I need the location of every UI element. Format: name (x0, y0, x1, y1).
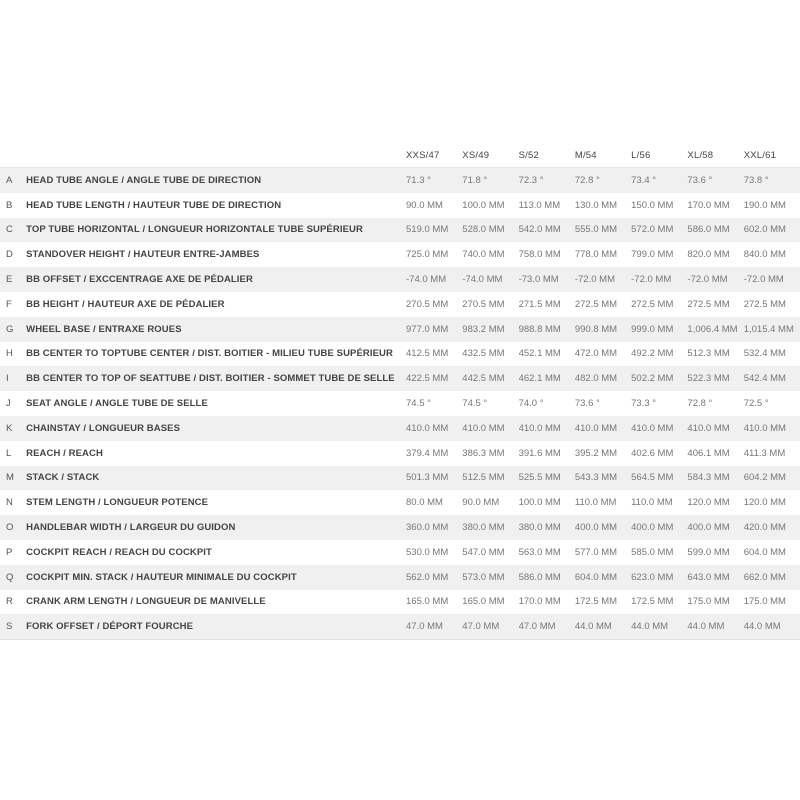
measurement-value: 386.3 MM (462, 441, 518, 466)
measurement-value: 172.5 MM (575, 590, 631, 615)
measurement-value: -72.0 MM (631, 267, 687, 292)
measurement-name: BB CENTER TO TOP OF SEATTUBE / DIST. BOITIER - SOMMET TUBE DE SELLE (26, 366, 406, 391)
measurement-value: 190.0 MM (744, 193, 800, 218)
measurement-value: 573.0 MM (462, 565, 518, 590)
row-letter: M (0, 466, 26, 491)
measurement-name: FORK OFFSET / DÉPORT FOURCHE (26, 614, 406, 639)
measurement-name: COCKPIT REACH / REACH DU COCKPIT (26, 540, 406, 565)
size-header-l56: L/56 (631, 143, 687, 168)
table-row (0, 342, 800, 367)
measurement-value: 47.0 MM (406, 614, 462, 639)
measurement-value: 988.8 MM (519, 317, 575, 342)
measurement-value: 643.0 MM (687, 565, 743, 590)
measurement-value: 725.0 MM (406, 242, 462, 267)
size-header-xl58: XL/58 (687, 143, 743, 168)
measurement-value: 525.5 MM (519, 466, 575, 491)
measurement-value: 432.5 MM (462, 342, 518, 367)
table-row (0, 391, 800, 416)
measurement-value: 47.0 MM (462, 614, 518, 639)
measurement-value: 271.5 MM (519, 292, 575, 317)
measurement-value: 547.0 MM (462, 540, 518, 565)
table-row (0, 218, 800, 243)
measurement-value: 270.5 MM (462, 292, 518, 317)
measurement-value: 577.0 MM (575, 540, 631, 565)
row-letter: O (0, 515, 26, 540)
row-letter: E (0, 267, 26, 292)
measurement-name: BB HEIGHT / HAUTEUR AXE DE PÉDALIER (26, 292, 406, 317)
measurement-value: 999.0 MM (631, 317, 687, 342)
measurement-value: 175.0 MM (744, 590, 800, 615)
measurement-value: 501.3 MM (406, 466, 462, 491)
row-letter: B (0, 193, 26, 218)
measurement-value: 165.0 MM (462, 590, 518, 615)
measurement-name: SEAT ANGLE / ANGLE TUBE DE SELLE (26, 391, 406, 416)
measurement-value: 74.5 ° (462, 391, 518, 416)
measurement-value: 380.0 MM (519, 515, 575, 540)
measurement-value: 100.0 MM (462, 193, 518, 218)
measurement-name: HEAD TUBE LENGTH / HAUTEUR TUBE DE DIRECTION (26, 193, 406, 218)
measurement-value: 604.0 MM (744, 540, 800, 565)
measurement-name: STANDOVER HEIGHT / HAUTEUR ENTRE-JAMBES (26, 242, 406, 267)
measurement-value: 130.0 MM (575, 193, 631, 218)
row-letter: S (0, 614, 26, 639)
measurement-value: 72.8 ° (575, 168, 631, 193)
measurement-value: 170.0 MM (519, 590, 575, 615)
size-header-xxs47: XXS/47 (406, 143, 462, 168)
measurement-value: 410.0 MM (631, 416, 687, 441)
row-letter: L (0, 441, 26, 466)
measurement-value: 360.0 MM (406, 515, 462, 540)
measurement-value: 528.0 MM (462, 218, 518, 243)
measurement-value: 512.3 MM (687, 342, 743, 367)
measurement-value: 522.3 MM (687, 366, 743, 391)
measurement-value: 72.8 ° (687, 391, 743, 416)
measurement-value: 542.0 MM (519, 218, 575, 243)
measurement-value: 400.0 MM (631, 515, 687, 540)
measurement-value: -72.0 MM (575, 267, 631, 292)
measurement-value: 411.3 MM (744, 441, 800, 466)
row-letter: R (0, 590, 26, 615)
measurement-value: 73.6 ° (687, 168, 743, 193)
measurement-value: 100.0 MM (519, 490, 575, 515)
measurement-value: 73.8 ° (744, 168, 800, 193)
measurement-value: 80.0 MM (406, 490, 462, 515)
measurement-value: 983.2 MM (462, 317, 518, 342)
table-row (0, 490, 800, 515)
measurement-value: 170.0 MM (687, 193, 743, 218)
table-row (0, 267, 800, 292)
measurement-value: 604.2 MM (744, 466, 800, 491)
measurement-value: 542.4 MM (744, 366, 800, 391)
measurement-value: 820.0 MM (687, 242, 743, 267)
measurement-value: 272.5 MM (687, 292, 743, 317)
measurement-value: -73.0 MM (519, 267, 575, 292)
measurement-value: 410.0 MM (575, 416, 631, 441)
size-header-xxl61: XXL/61 (744, 143, 800, 168)
measurement-value: 562.0 MM (406, 565, 462, 590)
measurement-value: 840.0 MM (744, 242, 800, 267)
measurement-value: -74.0 MM (462, 267, 518, 292)
measurement-value: 1,006.4 MM (687, 317, 743, 342)
measurement-value: 47.0 MM (519, 614, 575, 639)
measurement-value: 462.1 MM (519, 366, 575, 391)
measurement-value: 150.0 MM (631, 193, 687, 218)
measurement-value: 563.0 MM (519, 540, 575, 565)
measurement-value: 586.0 MM (687, 218, 743, 243)
measurement-value: 44.0 MM (575, 614, 631, 639)
measurement-value: 113.0 MM (519, 193, 575, 218)
measurement-value: 410.0 MM (462, 416, 518, 441)
table-row (0, 540, 800, 565)
table-row (0, 317, 800, 342)
row-letter: C (0, 218, 26, 243)
measurement-value: 406.1 MM (687, 441, 743, 466)
table-body (0, 168, 800, 640)
row-letter: N (0, 490, 26, 515)
table-header (0, 143, 800, 168)
measurement-value: 120.0 MM (687, 490, 743, 515)
measurement-value: -74.0 MM (406, 267, 462, 292)
measurement-value: 1,015.4 MM (744, 317, 800, 342)
measurement-value: 73.3 ° (631, 391, 687, 416)
measurement-value: 586.0 MM (519, 565, 575, 590)
measurement-value: 572.0 MM (631, 218, 687, 243)
measurement-value: 530.0 MM (406, 540, 462, 565)
measurement-name: BB OFFSET / EXCCENTRAGE AXE DE PÉDALIER (26, 267, 406, 292)
measurement-value: 72.3 ° (519, 168, 575, 193)
measurement-name: STEM LENGTH / LONGUEUR POTENCE (26, 490, 406, 515)
measurement-value: 623.0 MM (631, 565, 687, 590)
measurement-value: 585.0 MM (631, 540, 687, 565)
table-row (0, 168, 800, 193)
table-row (0, 292, 800, 317)
measurement-value: 604.0 MM (575, 565, 631, 590)
header-row (0, 143, 800, 168)
measurement-value: 502.2 MM (631, 366, 687, 391)
measurement-value: 272.5 MM (744, 292, 800, 317)
measurement-value: 555.0 MM (575, 218, 631, 243)
geometry-table (0, 143, 800, 640)
measurement-value: 410.0 MM (687, 416, 743, 441)
measurement-value: 758.0 MM (519, 242, 575, 267)
measurement-value: 452.1 MM (519, 342, 575, 367)
row-letter: F (0, 292, 26, 317)
size-header-m54: M/54 (575, 143, 631, 168)
measurement-name: COCKPIT MIN. STACK / HAUTEUR MINIMALE DU COCKPIT (26, 565, 406, 590)
measurement-value: 73.4 ° (631, 168, 687, 193)
measurement-value: 519.0 MM (406, 218, 462, 243)
row-letter: H (0, 342, 26, 367)
measurement-value: 110.0 MM (575, 490, 631, 515)
measurement-value: -72.0 MM (744, 267, 800, 292)
measurement-value: 400.0 MM (687, 515, 743, 540)
measurement-value: 90.0 MM (406, 193, 462, 218)
table-row (0, 590, 800, 615)
table-row (0, 614, 800, 639)
measurement-value: 165.0 MM (406, 590, 462, 615)
measurement-value: 420.0 MM (744, 515, 800, 540)
measurement-value: 402.6 MM (631, 441, 687, 466)
measurement-value: 410.0 MM (406, 416, 462, 441)
row-letter: J (0, 391, 26, 416)
measurement-name: TOP TUBE HORIZONTAL / LONGUEUR HORIZONTALE TUBE SUPÉRIEUR (26, 218, 406, 243)
measurement-value: 72.5 ° (744, 391, 800, 416)
measurement-value: 120.0 MM (744, 490, 800, 515)
measurement-value: 778.0 MM (575, 242, 631, 267)
measurement-value: 422.5 MM (406, 366, 462, 391)
table-row (0, 366, 800, 391)
measurement-value: 412.5 MM (406, 342, 462, 367)
measurement-value: 74.5 ° (406, 391, 462, 416)
table-row (0, 441, 800, 466)
measurement-value: 442.5 MM (462, 366, 518, 391)
measurement-name: CRANK ARM LENGTH / LONGUEUR DE MANIVELLE (26, 590, 406, 615)
measurement-value: 410.0 MM (744, 416, 800, 441)
measurement-value: 44.0 MM (744, 614, 800, 639)
measurement-value: 977.0 MM (406, 317, 462, 342)
measurement-value: 662.0 MM (744, 565, 800, 590)
measurement-value: 990.8 MM (575, 317, 631, 342)
measurement-name: HANDLEBAR WIDTH / LARGEUR DU GUIDON (26, 515, 406, 540)
measurement-value: 512.5 MM (462, 466, 518, 491)
row-letter: P (0, 540, 26, 565)
measurement-value: 395.2 MM (575, 441, 631, 466)
measurement-value: 71.3 ° (406, 168, 462, 193)
measurement-value: 90.0 MM (462, 490, 518, 515)
measurement-value: 740.0 MM (462, 242, 518, 267)
measurement-value: 584.3 MM (687, 466, 743, 491)
table-row (0, 466, 800, 491)
measurement-value: 602.0 MM (744, 218, 800, 243)
measurement-value: 379.4 MM (406, 441, 462, 466)
measurement-value: 564.5 MM (631, 466, 687, 491)
measurement-name: REACH / REACH (26, 441, 406, 466)
table-row (0, 416, 800, 441)
measurement-name: CHAINSTAY / LONGUEUR BASES (26, 416, 406, 441)
table-row (0, 515, 800, 540)
table-row (0, 242, 800, 267)
table-row (0, 565, 800, 590)
header-letter-cell (0, 143, 26, 168)
header-name-cell (26, 143, 406, 168)
measurement-value: 400.0 MM (575, 515, 631, 540)
measurement-value: 472.0 MM (575, 342, 631, 367)
measurement-value: 272.5 MM (631, 292, 687, 317)
measurement-value: 110.0 MM (631, 490, 687, 515)
measurement-value: 270.5 MM (406, 292, 462, 317)
measurement-value: 73.6 ° (575, 391, 631, 416)
measurement-name: HEAD TUBE ANGLE / ANGLE TUBE DE DIRECTION (26, 168, 406, 193)
size-header-xs49: XS/49 (462, 143, 518, 168)
measurement-value: 482.0 MM (575, 366, 631, 391)
measurement-value: 799.0 MM (631, 242, 687, 267)
row-letter: I (0, 366, 26, 391)
measurement-value: 380.0 MM (462, 515, 518, 540)
measurement-name: BB CENTER TO TOPTUBE CENTER / DIST. BOITIER - MILIEU TUBE SUPÉRIEUR (26, 342, 406, 367)
measurement-value: 172.5 MM (631, 590, 687, 615)
row-letter: K (0, 416, 26, 441)
measurement-value: 71.8 ° (462, 168, 518, 193)
measurement-value: 410.0 MM (519, 416, 575, 441)
row-letter: Q (0, 565, 26, 590)
size-header-s52: S/52 (519, 143, 575, 168)
measurement-name: STACK / STACK (26, 466, 406, 491)
table-row (0, 193, 800, 218)
measurement-value: 599.0 MM (687, 540, 743, 565)
measurement-value: 543.3 MM (575, 466, 631, 491)
row-letter: G (0, 317, 26, 342)
row-letter: A (0, 168, 26, 193)
measurement-value: 272.5 MM (575, 292, 631, 317)
measurement-value: 532.4 MM (744, 342, 800, 367)
measurement-value: 44.0 MM (631, 614, 687, 639)
measurement-value: 391.6 MM (519, 441, 575, 466)
measurement-value: 44.0 MM (687, 614, 743, 639)
measurement-value: -72.0 MM (687, 267, 743, 292)
measurement-value: 175.0 MM (687, 590, 743, 615)
row-letter: D (0, 242, 26, 267)
measurement-value: 492.2 MM (631, 342, 687, 367)
measurement-value: 74.0 ° (519, 391, 575, 416)
measurement-name: WHEEL BASE / ENTRAXE ROUES (26, 317, 406, 342)
